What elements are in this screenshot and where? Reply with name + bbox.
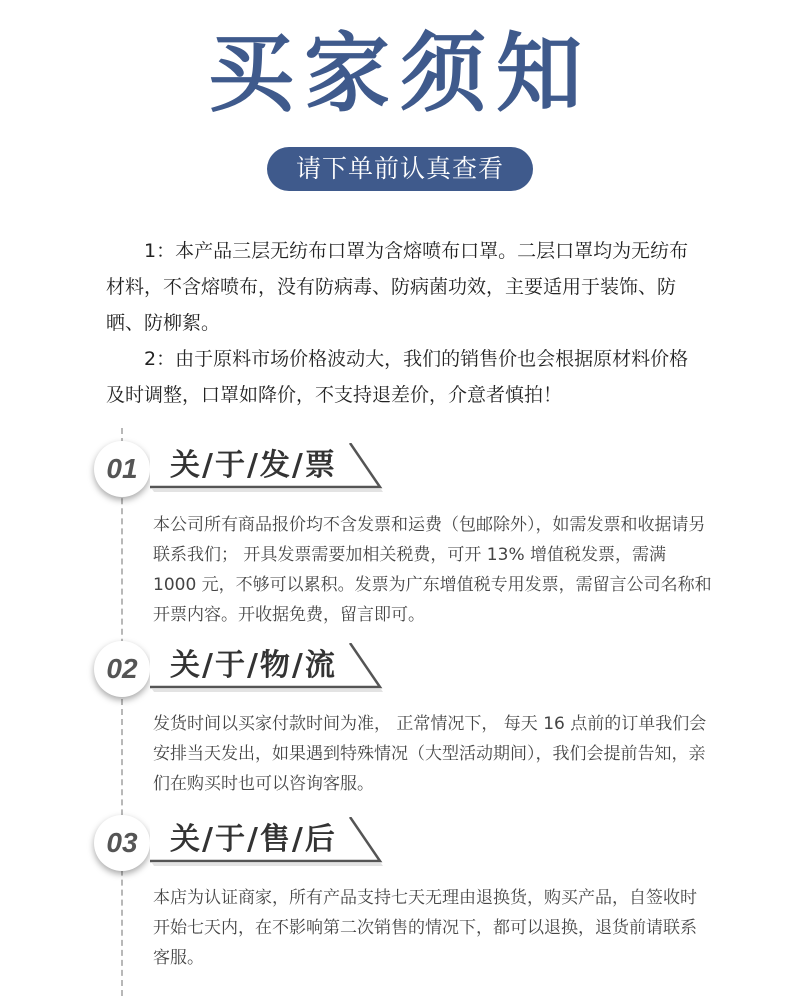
section-heading: 关/于/物/流 [170, 648, 337, 683]
section-heading-bar [150, 443, 380, 491]
section-heading: 关/于/发/票 [170, 448, 337, 483]
subtitle-badge: 请下单前认真查看 [267, 147, 533, 191]
section-heading: 关/于/售/后 [170, 822, 337, 857]
section-number-badge: 01 [94, 441, 150, 497]
section-body: 本公司所有商品报价均不含发票和运费（包邮除外），如需发票和收据请另联系我们； 开具发票需要加相关税费，可开 13% 增值税发票，需满 1000 元，不够可以累积。发票为广东增值税专用发票，需留言公司名称和开票内容。开收据免费，留言即可。 [153, 515, 712, 625]
section-number-badge: 03 [94, 815, 150, 871]
section-number-badge: 02 [94, 641, 150, 697]
section-body: 发货时间以买家付款时间为准， 正常情况下， 每天 16 点前的订单我们会安排当天发出，如果遇到特殊情况（大型活动期间），我们会提前告知，亲们在购买时也可以咨询客服。 [153, 714, 707, 794]
section-heading-bar [150, 643, 380, 691]
timeline-dashed-line [121, 428, 123, 996]
section-body: 本店为认证商家，所有产品支持七天无理由退换货，购买产品，自签收时开始七天内，在不影响第二次销售的情况下，都可以退换，退货前请联系客服。 [153, 888, 697, 968]
page-title: 买家须知 [208, 24, 592, 124]
intro-note-1: 1：本产品三层无纺布口罩为含熔喷布口罩。二层口罩均为无纺布材料，不含熔喷布，没有防病毒、防病菌功效，主要适用于装饰、防晒、防柳絮。 [106, 240, 689, 334]
intro-note-2: 2：由于原料市场价格波动大，我们的销售价也会根据原材料价格及时调整，口罩如降价，不支持退差价，介意者慎拍！ [106, 348, 689, 406]
section-heading-bar [150, 817, 380, 865]
intro-notes [106, 233, 706, 413]
